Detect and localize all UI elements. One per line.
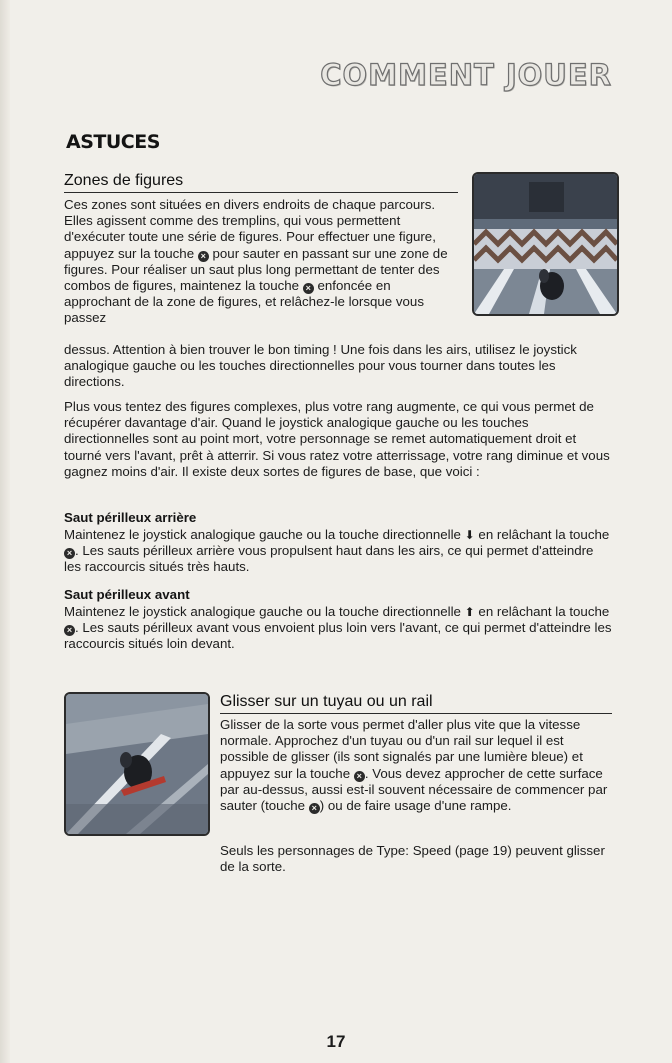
- screenshot-grind-rail: [64, 692, 210, 836]
- zones-paragraph: [64, 197, 456, 327]
- zones-heading: [64, 172, 458, 193]
- grind-text-c: ) ou de faire usage d'une rampe.: [319, 798, 512, 814]
- frontflip-text-a: Maintenez le joystick analogique gauche ou la touche directionnelle: [64, 604, 461, 619]
- frontflip-paragraph: [64, 604, 612, 653]
- grind-paragraph: [220, 717, 615, 814]
- x-button-icon: ×: [198, 251, 209, 262]
- backflip-text-c: . Les sauts périlleux arrière vous propulsent haut dans les airs, ce qui permet d'atteindre les raccourcis situés très hauts.: [64, 543, 594, 575]
- arrow-down-icon: ⬇: [464, 528, 475, 542]
- speed-type-note: Seuls les personnages de Type: Speed (page 19) peuvent glisser de la sorte.: [220, 843, 605, 875]
- grind-heading-text: Glisser sur un tuyau ou un rail: [220, 693, 433, 710]
- backflip-text-b: en relâchant la touche: [478, 527, 610, 542]
- section-title: ASTUCES: [66, 131, 160, 153]
- screenshot-trick-zone: [472, 172, 619, 316]
- page-header-title: COMMENT JOUER: [320, 58, 612, 92]
- grind-heading: [220, 693, 612, 714]
- frontflip-text-b: en relâchant la touche: [478, 604, 610, 619]
- zones-text-a: Ces zones sont situées en divers endroits de chaque parcours. Elles agissent comme des tremplins, qui vous permettent d'exécuter toute une série de figures. Pour effectuer une figure, appuyez sur la touche: [64, 197, 436, 261]
- frontflip-heading: Saut périlleux avant: [64, 587, 190, 602]
- zones-paragraph-continued: dessus. Attention à bien trouver le bon timing ! Une fois dans les airs, utilisez le joystick analogique gauche ou les touches directionnelles pour vous tourner dans toutes les directions.: [64, 342, 577, 390]
- zones-text-c: enfoncée en approchant de la zone de figures, et relâchez-le lorsque vous passez: [64, 278, 424, 326]
- trick-rank-paragraph: Plus vous tentez des figures complexes, plus votre rang augmente, ce qui vous permet de récupérer davantage d'air. Quand le joystick analogique gauche ou les touches directionnelles sont au point mort, votre personnage se remet automatiquement droit et tourné vers l'avant, prêt à atterrir. Si vous ratez votre atterrissage, votre rang diminue et vous gagnez moins d'air. Il existe deux sortes de figures de base, que voici :: [64, 399, 610, 479]
- backflip-text-a: Maintenez le joystick analogique gauche ou la touche directionnelle: [64, 527, 461, 542]
- zones-heading-text: Zones de figures: [64, 172, 184, 189]
- arrow-up-icon: ⬆: [464, 605, 475, 619]
- x-button-icon: ×: [309, 803, 320, 814]
- page-number: 17: [326, 1032, 346, 1051]
- grind-text-a: Glisser de la sorte vous permet d'aller plus vite que la vitesse normale. Approchez d'un tuyau ou d'un rail sur lequel il est possible de glisser (ils sont signalés par une lumière bleue) et appuyez sur la touche: [220, 717, 583, 781]
- page-spine: [0, 0, 10, 1063]
- zones-text-b: pour sauter en passant sur une zone de figures. Pour réaliser un saut plus long permettant de tenter des combos de figures, maintenez la touche: [64, 245, 448, 294]
- x-button-icon: ×: [64, 625, 75, 636]
- backflip-heading: Saut périlleux arrière: [64, 510, 197, 525]
- backflip-paragraph: [64, 527, 612, 576]
- grind-text-b: . Vous devez approcher de cette surface par au-dessus, aussi est-il souvent nécessaire de commencer par sauter (touche: [220, 765, 608, 814]
- x-button-icon: ×: [354, 771, 365, 782]
- frontflip-text-c: . Les sauts périlleux avant vous envoient plus loin vers l'avant, ce qui permet d'atteindre les raccourcis situés loin devant.: [64, 620, 612, 652]
- x-button-icon: ×: [64, 548, 75, 559]
- x-button-icon: ×: [303, 283, 314, 294]
